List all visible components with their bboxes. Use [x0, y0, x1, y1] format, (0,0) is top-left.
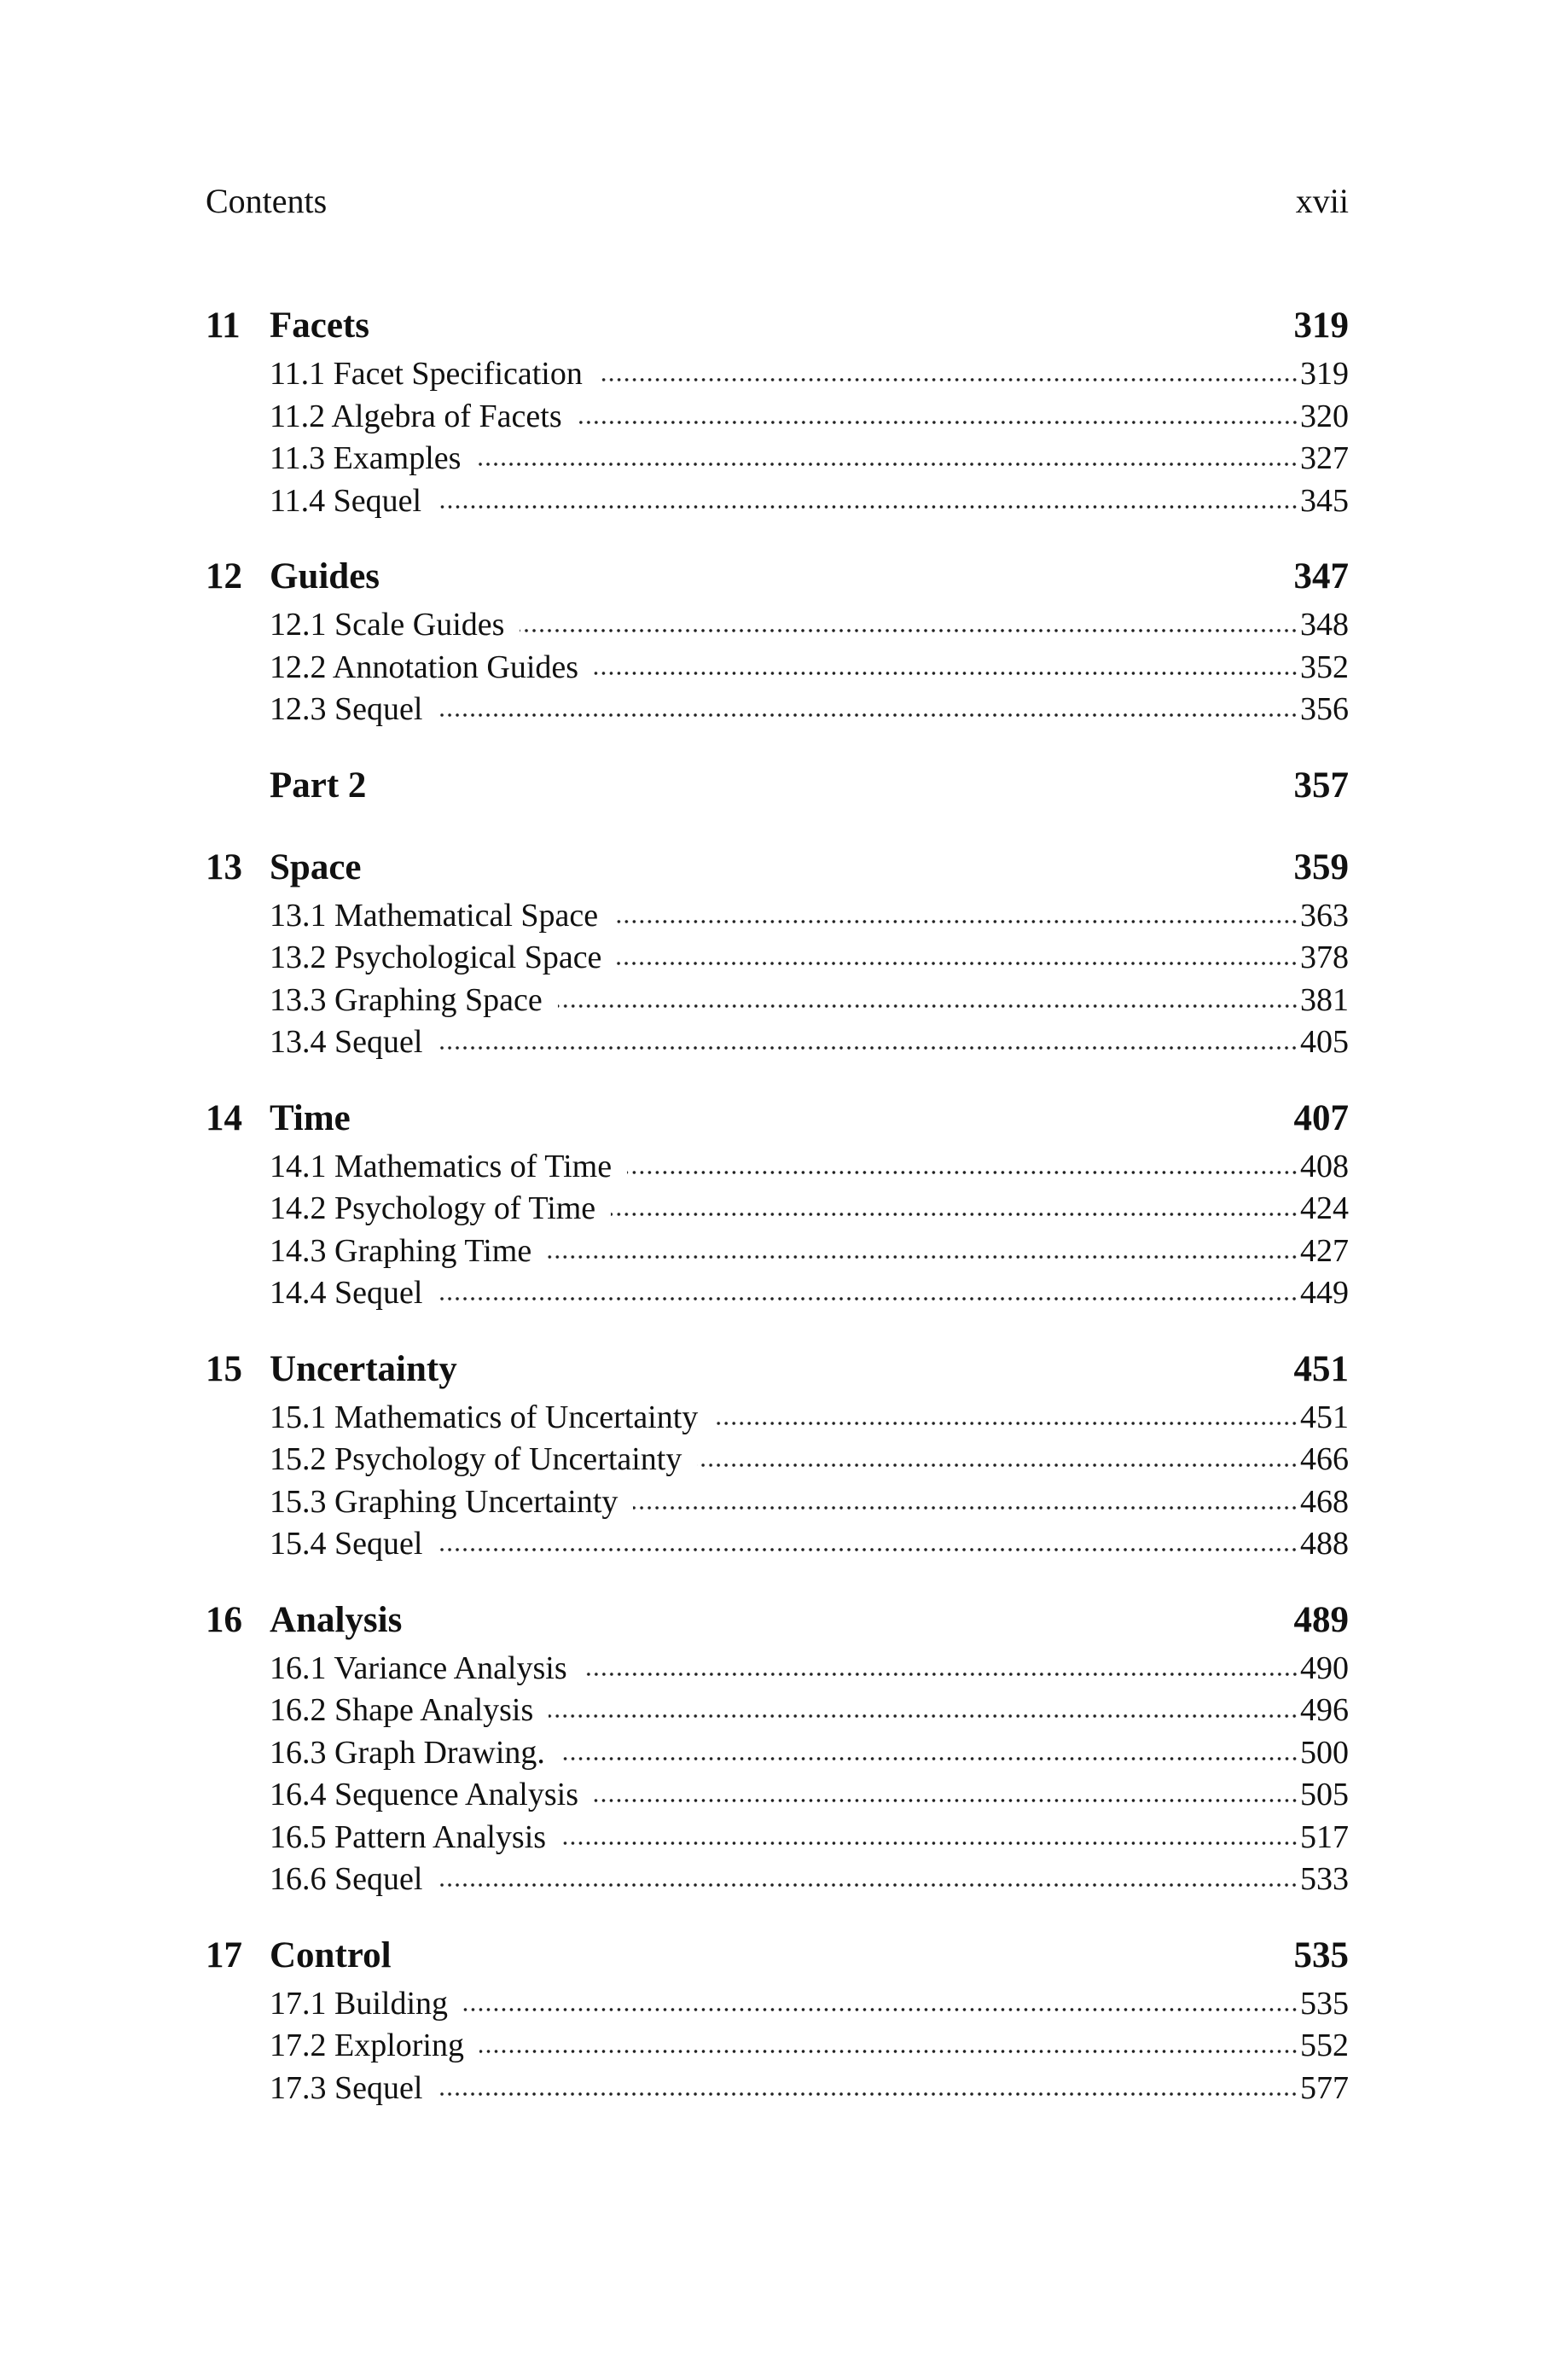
section-page-number: 466	[1300, 1441, 1349, 1477]
chapter-page-number: 407	[1293, 1097, 1349, 1138]
dot-leader	[437, 480, 1298, 513]
section-page-number: 424	[1300, 1190, 1349, 1226]
section-title: 15.3 Graphing Uncertainty	[270, 1483, 618, 1520]
section-page-number: 319	[1300, 356, 1349, 392]
toc-section-entry	[270, 978, 1349, 1021]
dot-leader	[713, 1397, 1298, 1429]
chapter-number: 13	[206, 847, 242, 887]
toc-section-entry	[270, 1815, 1349, 1858]
section-page-number: 533	[1300, 1861, 1349, 1897]
chapter-heading	[206, 760, 1349, 812]
chapter-page-number: 489	[1293, 1599, 1349, 1640]
chapter-title: Guides	[270, 556, 380, 596]
section-title: 17.1 Building	[270, 1985, 449, 2022]
chapter-number: 11	[206, 305, 241, 346]
section-list	[206, 352, 1349, 521]
section-title: 17.2 Exploring	[270, 2028, 464, 2063]
chapter-title: Space	[270, 847, 362, 887]
section-page-number: 496	[1300, 1692, 1349, 1728]
section-title: 14.3 Graphing Time	[270, 1232, 532, 1269]
section-page-number: 348	[1300, 607, 1349, 643]
section-page-number: 500	[1300, 1734, 1349, 1771]
section-page-number: 449	[1300, 1275, 1349, 1311]
dot-leader	[463, 1983, 1298, 2016]
dot-leader	[578, 396, 1298, 428]
dot-leader	[598, 353, 1298, 386]
chapter-page-number: 319	[1293, 305, 1349, 346]
section-list	[206, 1646, 1349, 1900]
dot-leader	[560, 1732, 1298, 1765]
section-title: 14.2 Psychology of Time	[270, 1190, 596, 1226]
toc-section-entry	[270, 1395, 1349, 1438]
section-page-number: 535	[1300, 1985, 1349, 2022]
section-title: 15.2 Psychology of Uncertainty	[270, 1441, 682, 1477]
section-title: 16.6 Sequel	[270, 1861, 423, 1897]
toc-section-entry	[270, 645, 1349, 688]
dot-leader	[627, 1146, 1298, 1178]
toc-chapter	[206, 842, 1349, 1062]
toc-section-entry	[270, 1731, 1349, 1773]
section-page-number: 490	[1300, 1649, 1349, 1686]
toc-section-entry	[270, 1981, 1349, 2024]
chapter-number: 16	[206, 1599, 242, 1640]
section-page-number: 505	[1300, 1777, 1349, 1812]
section-title: 17.3 Sequel	[270, 2069, 423, 2106]
toc-section-entry	[270, 1688, 1349, 1731]
section-page-number: 488	[1300, 1526, 1349, 1562]
section-list	[206, 1981, 1349, 2109]
section-page-number: 405	[1300, 1024, 1349, 1060]
toc-section-entry	[270, 1020, 1349, 1062]
chapter-title: Uncertainty	[270, 1348, 457, 1389]
section-page-number: 408	[1300, 1148, 1349, 1184]
toc-section-entry	[270, 1437, 1349, 1480]
toc-section-entry	[270, 394, 1349, 437]
section-page-number: 577	[1300, 2069, 1349, 2106]
section-title: 12.1 Scale Guides	[270, 607, 505, 643]
chapter-number: 15	[206, 1348, 242, 1389]
dot-leader	[520, 604, 1298, 637]
dot-leader	[583, 1648, 1298, 1680]
dot-leader	[697, 1439, 1298, 1471]
section-page-number: 552	[1300, 2028, 1349, 2063]
page-number: xvii	[1295, 182, 1349, 220]
section-page-number: 327	[1300, 440, 1349, 476]
toc-section-entry	[270, 1646, 1349, 1689]
dot-leader	[561, 1817, 1298, 1849]
section-list	[206, 602, 1349, 730]
chapter-page-number: 359	[1293, 847, 1349, 887]
section-list	[206, 1144, 1349, 1313]
section-list	[206, 893, 1349, 1062]
chapter-heading	[206, 1930, 1349, 1981]
section-page-number: 381	[1300, 981, 1349, 1018]
dot-leader	[549, 1690, 1298, 1722]
section-page-number: 345	[1300, 482, 1349, 519]
chapter-title: Analysis	[270, 1599, 403, 1640]
chapter-title: Time	[270, 1097, 351, 1138]
section-title: 15.1 Mathematics of Uncertainty	[270, 1399, 699, 1435]
dot-leader	[438, 1021, 1298, 1054]
section-page-number: 468	[1300, 1483, 1349, 1520]
section-page-number: 517	[1300, 1818, 1349, 1855]
section-title: 12.3 Sequel	[270, 691, 423, 727]
dot-leader	[558, 980, 1298, 1012]
dot-leader	[611, 1188, 1298, 1220]
toc-chapter	[206, 1344, 1349, 1564]
section-title: 16.1 Variance Analysis	[270, 1649, 567, 1686]
section-title: 14.4 Sequel	[270, 1275, 423, 1311]
chapter-page-number: 535	[1293, 1935, 1349, 1975]
chapter-page-number: 451	[1293, 1348, 1349, 1389]
section-title: 12.2 Annotation Guides	[270, 649, 579, 685]
dot-leader	[594, 1774, 1298, 1807]
section-title: 13.1 Mathematical Space	[270, 897, 599, 934]
chapter-number: 17	[206, 1935, 242, 1975]
chapter-heading	[206, 551, 1349, 602]
toc-chapter	[206, 760, 1349, 812]
dot-leader	[594, 647, 1298, 679]
section-page-number: 356	[1300, 691, 1349, 727]
toc-section-entry	[270, 479, 1349, 521]
toc-section-entry	[270, 602, 1349, 645]
toc-section-entry	[270, 1772, 1349, 1815]
toc-section-entry	[270, 687, 1349, 730]
section-title: 11.1 Facet Specification	[270, 356, 583, 392]
toc-chapter	[206, 551, 1349, 730]
toc-section-entry	[270, 1480, 1349, 1522]
dot-leader	[438, 1859, 1298, 1891]
running-head-title: Contents	[206, 182, 328, 220]
toc-section-entry	[270, 2066, 1349, 2109]
toc-section-entry	[270, 2023, 1349, 2066]
chapter-heading	[206, 1595, 1349, 1646]
dot-leader	[547, 1231, 1298, 1263]
section-title: 13.4 Sequel	[270, 1024, 423, 1060]
section-title: 11.2 Algebra of Facets	[270, 398, 562, 434]
dot-leader	[438, 1272, 1298, 1305]
chapter-heading	[206, 1344, 1349, 1395]
dot-leader	[438, 689, 1298, 721]
section-title: 11.4 Sequel	[270, 482, 422, 519]
toc-section-entry	[270, 1229, 1349, 1271]
dot-leader	[479, 2025, 1298, 2057]
dot-leader	[438, 2068, 1298, 2100]
section-page-number: 427	[1300, 1232, 1349, 1269]
dot-leader	[617, 937, 1298, 969]
toc-section-entry	[270, 436, 1349, 479]
section-title: 13.2 Psychological Space	[270, 940, 602, 975]
section-list	[206, 1395, 1349, 1564]
toc-chapter	[206, 1930, 1349, 2109]
chapter-number: 14	[206, 1097, 242, 1138]
section-page-number: 451	[1300, 1399, 1349, 1435]
dot-leader	[438, 1523, 1298, 1556]
chapter-heading	[206, 300, 1349, 352]
dot-leader	[476, 438, 1298, 470]
section-title: 15.4 Sequel	[270, 1526, 423, 1562]
section-title: 16.4 Sequence Analysis	[270, 1777, 579, 1812]
chapter-heading	[206, 1093, 1349, 1144]
toc-chapter	[206, 300, 1349, 521]
running-head	[206, 181, 1349, 222]
section-page-number: 320	[1300, 398, 1349, 434]
chapter-title: Control	[270, 1935, 392, 1975]
chapter-title: Part 2	[270, 765, 367, 806]
toc-section-entry	[270, 893, 1349, 936]
section-title: 16.3 Graph Drawing.	[270, 1734, 545, 1771]
chapter-number: 12	[206, 556, 242, 596]
section-title: 16.2 Shape Analysis	[270, 1692, 534, 1728]
section-title: 16.5 Pattern Analysis	[270, 1818, 547, 1855]
toc-section-entry	[270, 352, 1349, 394]
toc-chapter	[206, 1093, 1349, 1313]
section-title: 11.3 Examples	[270, 440, 462, 476]
chapter-heading	[206, 842, 1349, 893]
dot-leader	[633, 1481, 1298, 1514]
section-title: 14.1 Mathematics of Time	[270, 1148, 613, 1184]
toc-section-entry	[270, 935, 1349, 978]
chapter-title: Facets	[270, 305, 369, 346]
toc-section-entry	[270, 1144, 1349, 1187]
table-of-contents	[206, 300, 1349, 2138]
section-page-number: 363	[1300, 897, 1349, 934]
section-page-number: 378	[1300, 940, 1349, 975]
toc-section-entry	[270, 1521, 1349, 1564]
chapter-page-number: 357	[1293, 765, 1349, 806]
section-title: 13.3 Graphing Space	[270, 981, 543, 1018]
toc-section-entry	[270, 1271, 1349, 1313]
toc-section-entry	[270, 1857, 1349, 1900]
toc-section-entry	[270, 1186, 1349, 1229]
toc-chapter	[206, 1595, 1349, 1900]
chapter-page-number: 347	[1293, 556, 1349, 596]
section-page-number: 352	[1300, 649, 1349, 685]
dot-leader	[613, 895, 1298, 928]
